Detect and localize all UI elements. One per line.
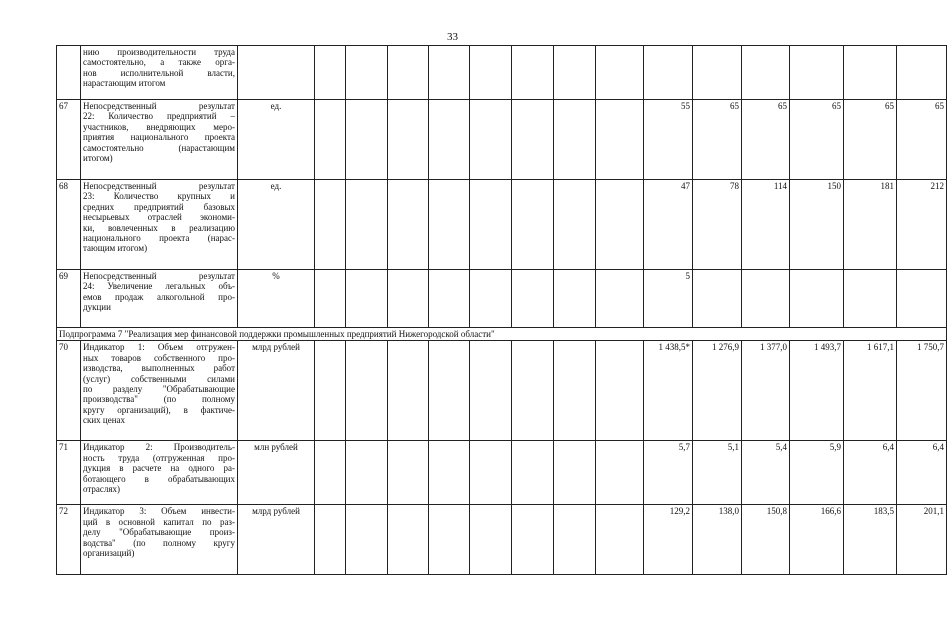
indicator-line: изводства, выполненных работ [83, 363, 235, 374]
unit-cell: ед. [238, 100, 315, 180]
empty-cell [346, 270, 388, 328]
indicator-cell [81, 180, 238, 270]
value-cell: 212 [897, 180, 947, 270]
row-number-cell: 69 [57, 270, 81, 328]
value-cell: 65 [844, 100, 897, 180]
value-cell: 5 [644, 270, 693, 328]
empty-cell [512, 505, 554, 575]
indicator-line: ных товаров собственного про- [83, 352, 235, 363]
empty-cell [596, 441, 644, 505]
indicator-line: организаций) [83, 548, 135, 559]
indicator-line: ций в основной капитал по раз- [83, 516, 235, 527]
value-cell: 6,4 [844, 441, 897, 505]
indicator-cell [81, 505, 238, 575]
empty-cell [429, 341, 470, 441]
empty-cell [429, 100, 470, 180]
empty-cell [596, 180, 644, 270]
value-cell: 65 [742, 100, 790, 180]
indicator-line: нию производительности труда [83, 47, 235, 57]
empty-cell [315, 270, 346, 328]
empty-cell [596, 100, 644, 180]
empty-cell [315, 441, 346, 505]
empty-cell [596, 505, 644, 575]
section-heading-body [57, 328, 947, 341]
empty-cell [346, 100, 388, 180]
indicator-line: 22: Количество предприятий – [83, 111, 235, 122]
empty-cell [388, 46, 429, 100]
empty-cell [388, 100, 429, 180]
empty-cell [512, 46, 554, 100]
unit-cell: ед. [238, 180, 315, 270]
page-number: 33 [447, 31, 458, 43]
indicator-line: Индикатор 2: Производитель- [83, 442, 235, 453]
value-cell: 1 276,9 [693, 341, 742, 441]
value-cell [844, 270, 897, 328]
value-cell: 5,7 [644, 441, 693, 505]
empty-cell [844, 46, 897, 100]
indicator-cell [81, 270, 238, 328]
indicator-line: отраслях) [83, 484, 121, 495]
value-cell: 78 [693, 180, 742, 270]
empty-cell [512, 441, 554, 505]
empty-cell [429, 441, 470, 505]
empty-cell [554, 180, 596, 270]
value-cell: 183,5 [844, 505, 897, 575]
indicator-line: Непосредственный результат [83, 181, 235, 191]
empty-cell [554, 46, 596, 100]
value-cell: 150,8 [742, 505, 790, 575]
empty-cell [429, 180, 470, 270]
indicator-line: дукции [83, 302, 111, 313]
indicator-line: Индикатор 1: Объем отгружен- [83, 342, 235, 353]
empty-cell [388, 341, 429, 441]
indicator-line: Непосредственный результат [83, 271, 235, 281]
value-cell: 1 617,1 [844, 341, 897, 441]
indicator-cell [81, 100, 238, 180]
table-body-before-section [57, 46, 947, 328]
value-cell: 138,0 [693, 505, 742, 575]
table-row [57, 100, 947, 180]
row-number-cell: 72 [57, 505, 81, 575]
indicator-line: ки, вовлеченных в реализацию [83, 222, 235, 233]
indicator-line: нов исполнительной власти, [83, 67, 235, 78]
empty-cell [470, 505, 512, 575]
indicator-line: самостоятельно, а также орга- [83, 57, 235, 68]
table-row [57, 441, 947, 505]
value-cell: 181 [844, 180, 897, 270]
indicator-line: производства" (по полному [83, 394, 235, 405]
empty-cell [429, 505, 470, 575]
indicator-line: водства" (по полному кругу [83, 537, 235, 548]
empty-cell [470, 100, 512, 180]
value-cell: 55 [644, 100, 693, 180]
table-row [57, 341, 947, 441]
value-cell [693, 270, 742, 328]
indicator-line: тающим итогом) [83, 243, 148, 254]
empty-cell [388, 505, 429, 575]
indicator-line: итогом) [83, 153, 113, 164]
empty-cell [346, 505, 388, 575]
indicator-line: ских ценах [83, 415, 126, 426]
indicator-line: емов продаж алкогольной про- [83, 291, 235, 302]
value-cell: 1 493,7 [790, 341, 844, 441]
indicator-line: по разделу "Обрабатывающие [83, 384, 235, 395]
empty-cell [388, 270, 429, 328]
empty-cell [470, 341, 512, 441]
indicator-line: приятия национального проекта [83, 132, 235, 143]
indicator-line: (услуг) собственными силами [83, 373, 235, 384]
empty-cell [554, 100, 596, 180]
row-number-cell: 67 [57, 100, 81, 180]
indicators-table [56, 45, 947, 575]
table-row [57, 180, 947, 270]
value-cell: 166,6 [790, 505, 844, 575]
empty-cell [388, 441, 429, 505]
empty-cell [315, 180, 346, 270]
unit-cell [238, 46, 315, 100]
empty-cell [693, 46, 742, 100]
indicator-line: национального проекта (нарас- [83, 233, 235, 244]
indicator-line: средних предприятий базовых [83, 201, 235, 212]
empty-cell [554, 505, 596, 575]
empty-cell [554, 341, 596, 441]
value-cell: 129,2 [644, 505, 693, 575]
value-cell: 1 750,7 [897, 341, 947, 441]
indicator-line: кругу организаций), в фактиче- [83, 404, 235, 415]
empty-cell [315, 341, 346, 441]
value-cell: 65 [693, 100, 742, 180]
empty-cell [470, 270, 512, 328]
indicator-cell [81, 341, 238, 441]
row-number-cell: 68 [57, 180, 81, 270]
empty-cell [346, 46, 388, 100]
empty-cell [346, 180, 388, 270]
unit-cell: млрд рублей [238, 505, 315, 575]
table-row [57, 505, 947, 575]
value-cell: 201,1 [897, 505, 947, 575]
empty-cell [644, 46, 693, 100]
indicator-line: 24: Увеличение легальных объ- [83, 281, 235, 292]
row-number-cell: 71 [57, 441, 81, 505]
empty-cell [512, 180, 554, 270]
indicator-line: Индикатор 3: Объем инвести- [83, 506, 235, 517]
empty-cell [596, 270, 644, 328]
empty-cell [470, 441, 512, 505]
table-body-after-section [57, 341, 947, 575]
empty-cell [596, 46, 644, 100]
empty-cell [554, 270, 596, 328]
value-cell: 47 [644, 180, 693, 270]
empty-cell [897, 46, 947, 100]
value-cell [742, 270, 790, 328]
value-cell: 5,9 [790, 441, 844, 505]
value-cell: 1 438,5* [644, 341, 693, 441]
empty-cell [346, 341, 388, 441]
empty-cell [512, 341, 554, 441]
indicator-line: ботающего в обрабатывающих [83, 473, 235, 484]
unit-cell: % [238, 270, 315, 328]
unit-cell: млн рублей [238, 441, 315, 505]
indicator-line: ность труда (отгруженная про- [83, 452, 235, 463]
indicator-line: несырьевых отраслей экономи- [83, 212, 235, 223]
indicator-line: 23: Количество крупных и [83, 191, 235, 202]
indicator-cell [81, 46, 238, 100]
indicator-line: самостоятельно (нарастающим [83, 142, 235, 153]
value-cell: 1 377,0 [742, 341, 790, 441]
value-cell [790, 270, 844, 328]
indicator-line: участников, внедряющих меро- [83, 121, 235, 132]
indicator-line: дукция в расчете на одного ра- [83, 463, 235, 474]
row-number-cell: 70 [57, 341, 81, 441]
indicator-line: нарастающим итогом [83, 78, 166, 89]
empty-cell [470, 46, 512, 100]
empty-cell [315, 46, 346, 100]
value-cell: 65 [897, 100, 947, 180]
empty-cell [742, 46, 790, 100]
empty-cell [596, 341, 644, 441]
empty-cell [554, 441, 596, 505]
row-number-cell [57, 46, 81, 100]
value-cell: 5,4 [742, 441, 790, 505]
table-row [57, 270, 947, 328]
empty-cell [346, 441, 388, 505]
value-cell: 150 [790, 180, 844, 270]
value-cell: 114 [742, 180, 790, 270]
empty-cell [429, 270, 470, 328]
empty-cell [315, 100, 346, 180]
empty-cell [315, 505, 346, 575]
empty-cell [790, 46, 844, 100]
value-cell [897, 270, 947, 328]
empty-cell [388, 180, 429, 270]
indicator-cell [81, 441, 238, 505]
value-cell: 65 [790, 100, 844, 180]
section-heading-row [57, 328, 947, 341]
value-cell: 6,4 [897, 441, 947, 505]
empty-cell [512, 100, 554, 180]
table-row-continuation [57, 46, 947, 100]
value-cell: 5,1 [693, 441, 742, 505]
empty-cell [470, 180, 512, 270]
unit-cell: млрд рублей [238, 341, 315, 441]
empty-cell [512, 270, 554, 328]
indicator-line: делу "Обрабатывающие произ- [83, 527, 235, 538]
section-title: Подпрограмма 7 "Реализация мер финансовой поддержки промышленных предприятий Нижегородской области" [57, 328, 947, 341]
empty-cell [429, 46, 470, 100]
indicator-line: Непосредственный результат [83, 101, 235, 111]
